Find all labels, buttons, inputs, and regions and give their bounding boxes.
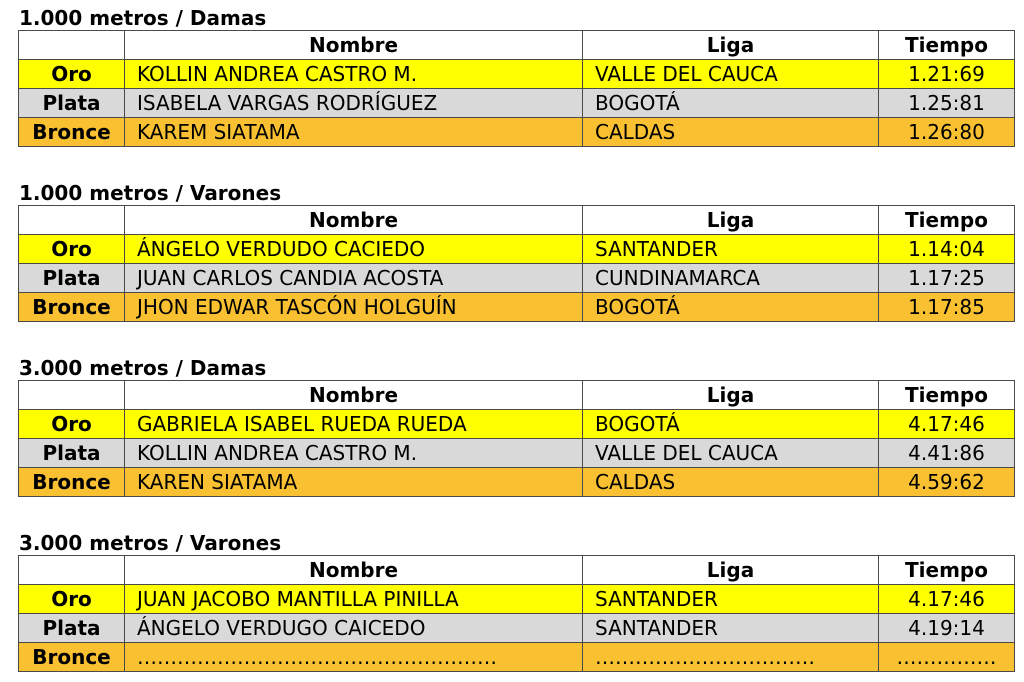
- results-section-3000m-varones: [18, 531, 1014, 672]
- table-row-plata: [19, 89, 1015, 118]
- athlete-name: JHON EDWAR TASCÓN HOLGUÍN: [125, 293, 583, 322]
- results-section-1000m-damas: [18, 6, 1014, 147]
- table-row-bronce: [19, 643, 1015, 672]
- header-tiempo: Tiempo: [879, 206, 1015, 235]
- table-header-row: [19, 206, 1015, 235]
- athlete-name: ISABELA VARGAS RODRÍGUEZ: [125, 89, 583, 118]
- header-medal-cell: [19, 381, 125, 410]
- liga-name: VALLE DEL CAUCA: [583, 60, 879, 89]
- liga-name: CUNDINAMARCA: [583, 264, 879, 293]
- table-row-bronce: [19, 468, 1015, 497]
- header-nombre: Nombre: [125, 381, 583, 410]
- header-nombre: Nombre: [125, 556, 583, 585]
- athlete-name: KOLLIN ANDREA CASTRO M.: [125, 60, 583, 89]
- medal-label: Oro: [19, 585, 125, 614]
- medal-label: Bronce: [19, 118, 125, 147]
- athlete-name: JUAN CARLOS CANDIA ACOSTA: [125, 264, 583, 293]
- liga-name: VALLE DEL CAUCA: [583, 439, 879, 468]
- athlete-name: KAREN SIATAMA: [125, 468, 583, 497]
- time-value: 1.17:85: [879, 293, 1015, 322]
- header-medal-cell: [19, 556, 125, 585]
- table-header-row: [19, 556, 1015, 585]
- results-table: [18, 555, 1015, 672]
- medal-label: Bronce: [19, 468, 125, 497]
- results-section-1000m-varones: [18, 181, 1014, 322]
- liga-name: BOGOTÁ: [583, 89, 879, 118]
- section-title: 1.000 metros / Varones: [19, 181, 282, 205]
- header-liga: Liga: [583, 381, 879, 410]
- liga-name: BOGOTÁ: [583, 410, 879, 439]
- liga-name: SANTANDER: [583, 235, 879, 264]
- medal-label: Plata: [19, 614, 125, 643]
- table-row-oro: [19, 60, 1015, 89]
- medal-label: Plata: [19, 89, 125, 118]
- athlete-name: ÁNGELO VERDUGO CAICEDO: [125, 614, 583, 643]
- header-medal-cell: [19, 31, 125, 60]
- liga-name: SANTANDER: [583, 614, 879, 643]
- time-value: 4.19:14: [879, 614, 1015, 643]
- results-table: [18, 30, 1015, 147]
- table-row-plata: [19, 614, 1015, 643]
- medal-label: Bronce: [19, 643, 125, 672]
- section-title: 1.000 metros / Damas: [19, 6, 267, 30]
- header-medal-cell: [19, 206, 125, 235]
- table-row-plata: [19, 439, 1015, 468]
- medal-label: Bronce: [19, 293, 125, 322]
- medal-label: Oro: [19, 235, 125, 264]
- athlete-name: ………………………………………………: [125, 643, 583, 672]
- table-row-oro: [19, 410, 1015, 439]
- header-liga: Liga: [583, 556, 879, 585]
- time-value: 4.17:46: [879, 585, 1015, 614]
- table-row-plata: [19, 264, 1015, 293]
- liga-name: BOGOTÁ: [583, 293, 879, 322]
- table-header-row: [19, 381, 1015, 410]
- time-value: 1.26:80: [879, 118, 1015, 147]
- medal-label: Plata: [19, 439, 125, 468]
- table-row-bronce: [19, 118, 1015, 147]
- medal-label: Plata: [19, 264, 125, 293]
- section-title: 3.000 metros / Damas: [19, 356, 267, 380]
- header-tiempo: Tiempo: [879, 381, 1015, 410]
- header-liga: Liga: [583, 206, 879, 235]
- time-value: 4.17:46: [879, 410, 1015, 439]
- liga-name: CALDAS: [583, 118, 879, 147]
- results-table: [18, 380, 1015, 497]
- header-tiempo: Tiempo: [879, 31, 1015, 60]
- time-value: ……………: [879, 643, 1015, 672]
- medal-label: Oro: [19, 60, 125, 89]
- section-title: 3.000 metros / Varones: [19, 531, 282, 555]
- athlete-name: GABRIELA ISABEL RUEDA RUEDA: [125, 410, 583, 439]
- liga-name: SANTANDER: [583, 585, 879, 614]
- results-table: [18, 205, 1015, 322]
- athlete-name: KOLLIN ANDREA CASTRO M.: [125, 439, 583, 468]
- header-tiempo: Tiempo: [879, 556, 1015, 585]
- athlete-name: ÁNGELO VERDUDO CACIEDO: [125, 235, 583, 264]
- table-header-row: [19, 31, 1015, 60]
- table-row-oro: [19, 235, 1015, 264]
- liga-name: CALDAS: [583, 468, 879, 497]
- results-section-3000m-damas: [18, 356, 1014, 497]
- table-row-oro: [19, 585, 1015, 614]
- time-value: 1.21:69: [879, 60, 1015, 89]
- time-value: 4.59:62: [879, 468, 1015, 497]
- liga-name: ……………………………: [583, 643, 879, 672]
- header-nombre: Nombre: [125, 31, 583, 60]
- time-value: 1.14:04: [879, 235, 1015, 264]
- time-value: 1.25:81: [879, 89, 1015, 118]
- header-liga: Liga: [583, 31, 879, 60]
- athlete-name: JUAN JACOBO MANTILLA PINILLA: [125, 585, 583, 614]
- medal-label: Oro: [19, 410, 125, 439]
- table-row-bronce: [19, 293, 1015, 322]
- athlete-name: KAREM SIATAMA: [125, 118, 583, 147]
- time-value: 1.17:25: [879, 264, 1015, 293]
- time-value: 4.41:86: [879, 439, 1015, 468]
- header-nombre: Nombre: [125, 206, 583, 235]
